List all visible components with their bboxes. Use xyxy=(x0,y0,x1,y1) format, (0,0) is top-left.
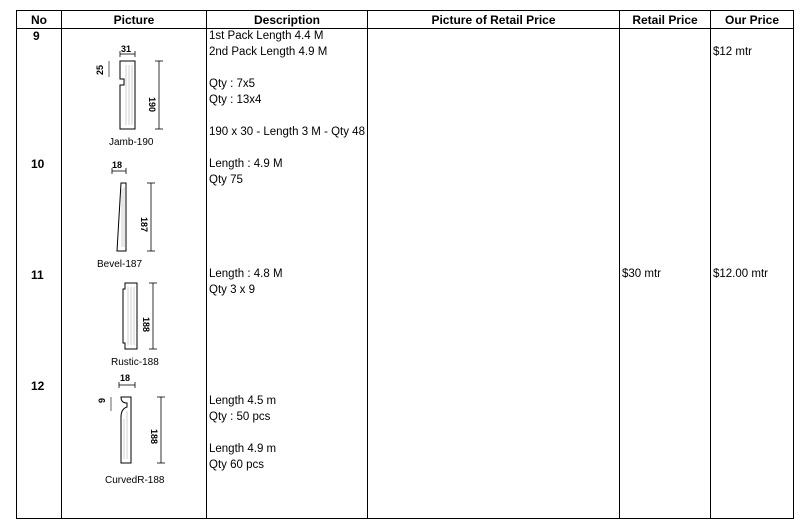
desc-line: Qty : 13x4 xyxy=(209,94,262,106)
header-picture: Picture xyxy=(113,13,155,27)
header-description: Description xyxy=(253,13,320,27)
retail-price-cell: $30 mtr xyxy=(622,268,661,280)
desc-line: Qty 60 pcs xyxy=(209,459,264,471)
col-divider xyxy=(206,11,207,518)
row-number: 11 xyxy=(31,268,44,282)
row-number: 9 xyxy=(33,29,40,43)
description-cell xyxy=(209,156,283,188)
rustic-profile-drawing xyxy=(107,279,197,379)
desc-line: 1st Pack Length 4.4 M xyxy=(209,30,324,42)
curvedr-profile-drawing xyxy=(87,373,187,486)
width-dimension: 18 xyxy=(120,373,131,383)
jamb-profile-drawing xyxy=(87,44,177,149)
side-dimension: 9 xyxy=(97,397,107,403)
desc-line: Qty : 50 pcs xyxy=(209,411,271,423)
height-dimension: 188 xyxy=(149,429,159,445)
profile-caption: Jamb-190 xyxy=(109,137,154,148)
desc-line: Length : 4.8 M xyxy=(209,268,283,280)
side-dimension: 25 xyxy=(95,64,105,75)
description-cell xyxy=(209,28,365,140)
profile-caption: CurvedR-188 xyxy=(105,475,165,486)
row-number: 10 xyxy=(31,157,45,171)
desc-line: Length 4.9 m xyxy=(209,443,277,455)
our-price-cell: $12 mtr xyxy=(713,46,752,58)
desc-line: Qty : 7x5 xyxy=(209,78,256,90)
width-dimension: 31 xyxy=(121,44,132,54)
profile-caption: Rustic-188 xyxy=(111,357,159,368)
desc-line xyxy=(209,377,276,393)
bevel-profile-drawing xyxy=(93,160,183,270)
col-divider xyxy=(61,11,62,518)
col-divider xyxy=(710,11,711,518)
desc-line xyxy=(209,60,365,76)
header-no: No xyxy=(31,13,47,27)
description-cell xyxy=(209,266,283,298)
height-dimension: 188 xyxy=(141,317,151,333)
description-cell xyxy=(209,377,276,473)
header-retail-picture: Picture of Retail Price xyxy=(431,13,556,27)
product-table xyxy=(16,10,794,519)
desc-line xyxy=(209,425,276,441)
desc-line: Qty 3 x 9 xyxy=(209,284,256,296)
header-retail-price: Retail Price xyxy=(632,13,698,27)
desc-line xyxy=(209,108,365,124)
desc-line: 2nd Pack Length 4.9 M xyxy=(209,46,328,58)
col-divider xyxy=(619,11,620,518)
col-divider xyxy=(367,11,368,518)
desc-line: Qty 75 xyxy=(209,174,243,186)
desc-line: Length : 4.9 M xyxy=(209,158,283,170)
height-dimension: 187 xyxy=(139,217,149,233)
desc-line: 190 x 30 - Length 3 M - Qty 48 xyxy=(209,126,365,138)
profile-caption: Bevel-187 xyxy=(97,259,143,270)
our-price-cell: $12.00 mtr xyxy=(713,268,768,280)
height-dimension: 190 xyxy=(147,97,157,113)
header-our-price: Our Price xyxy=(724,13,780,27)
row-number: 12 xyxy=(31,379,45,393)
width-dimension: 18 xyxy=(112,160,123,170)
desc-line: Length 4.5 m xyxy=(209,395,277,407)
